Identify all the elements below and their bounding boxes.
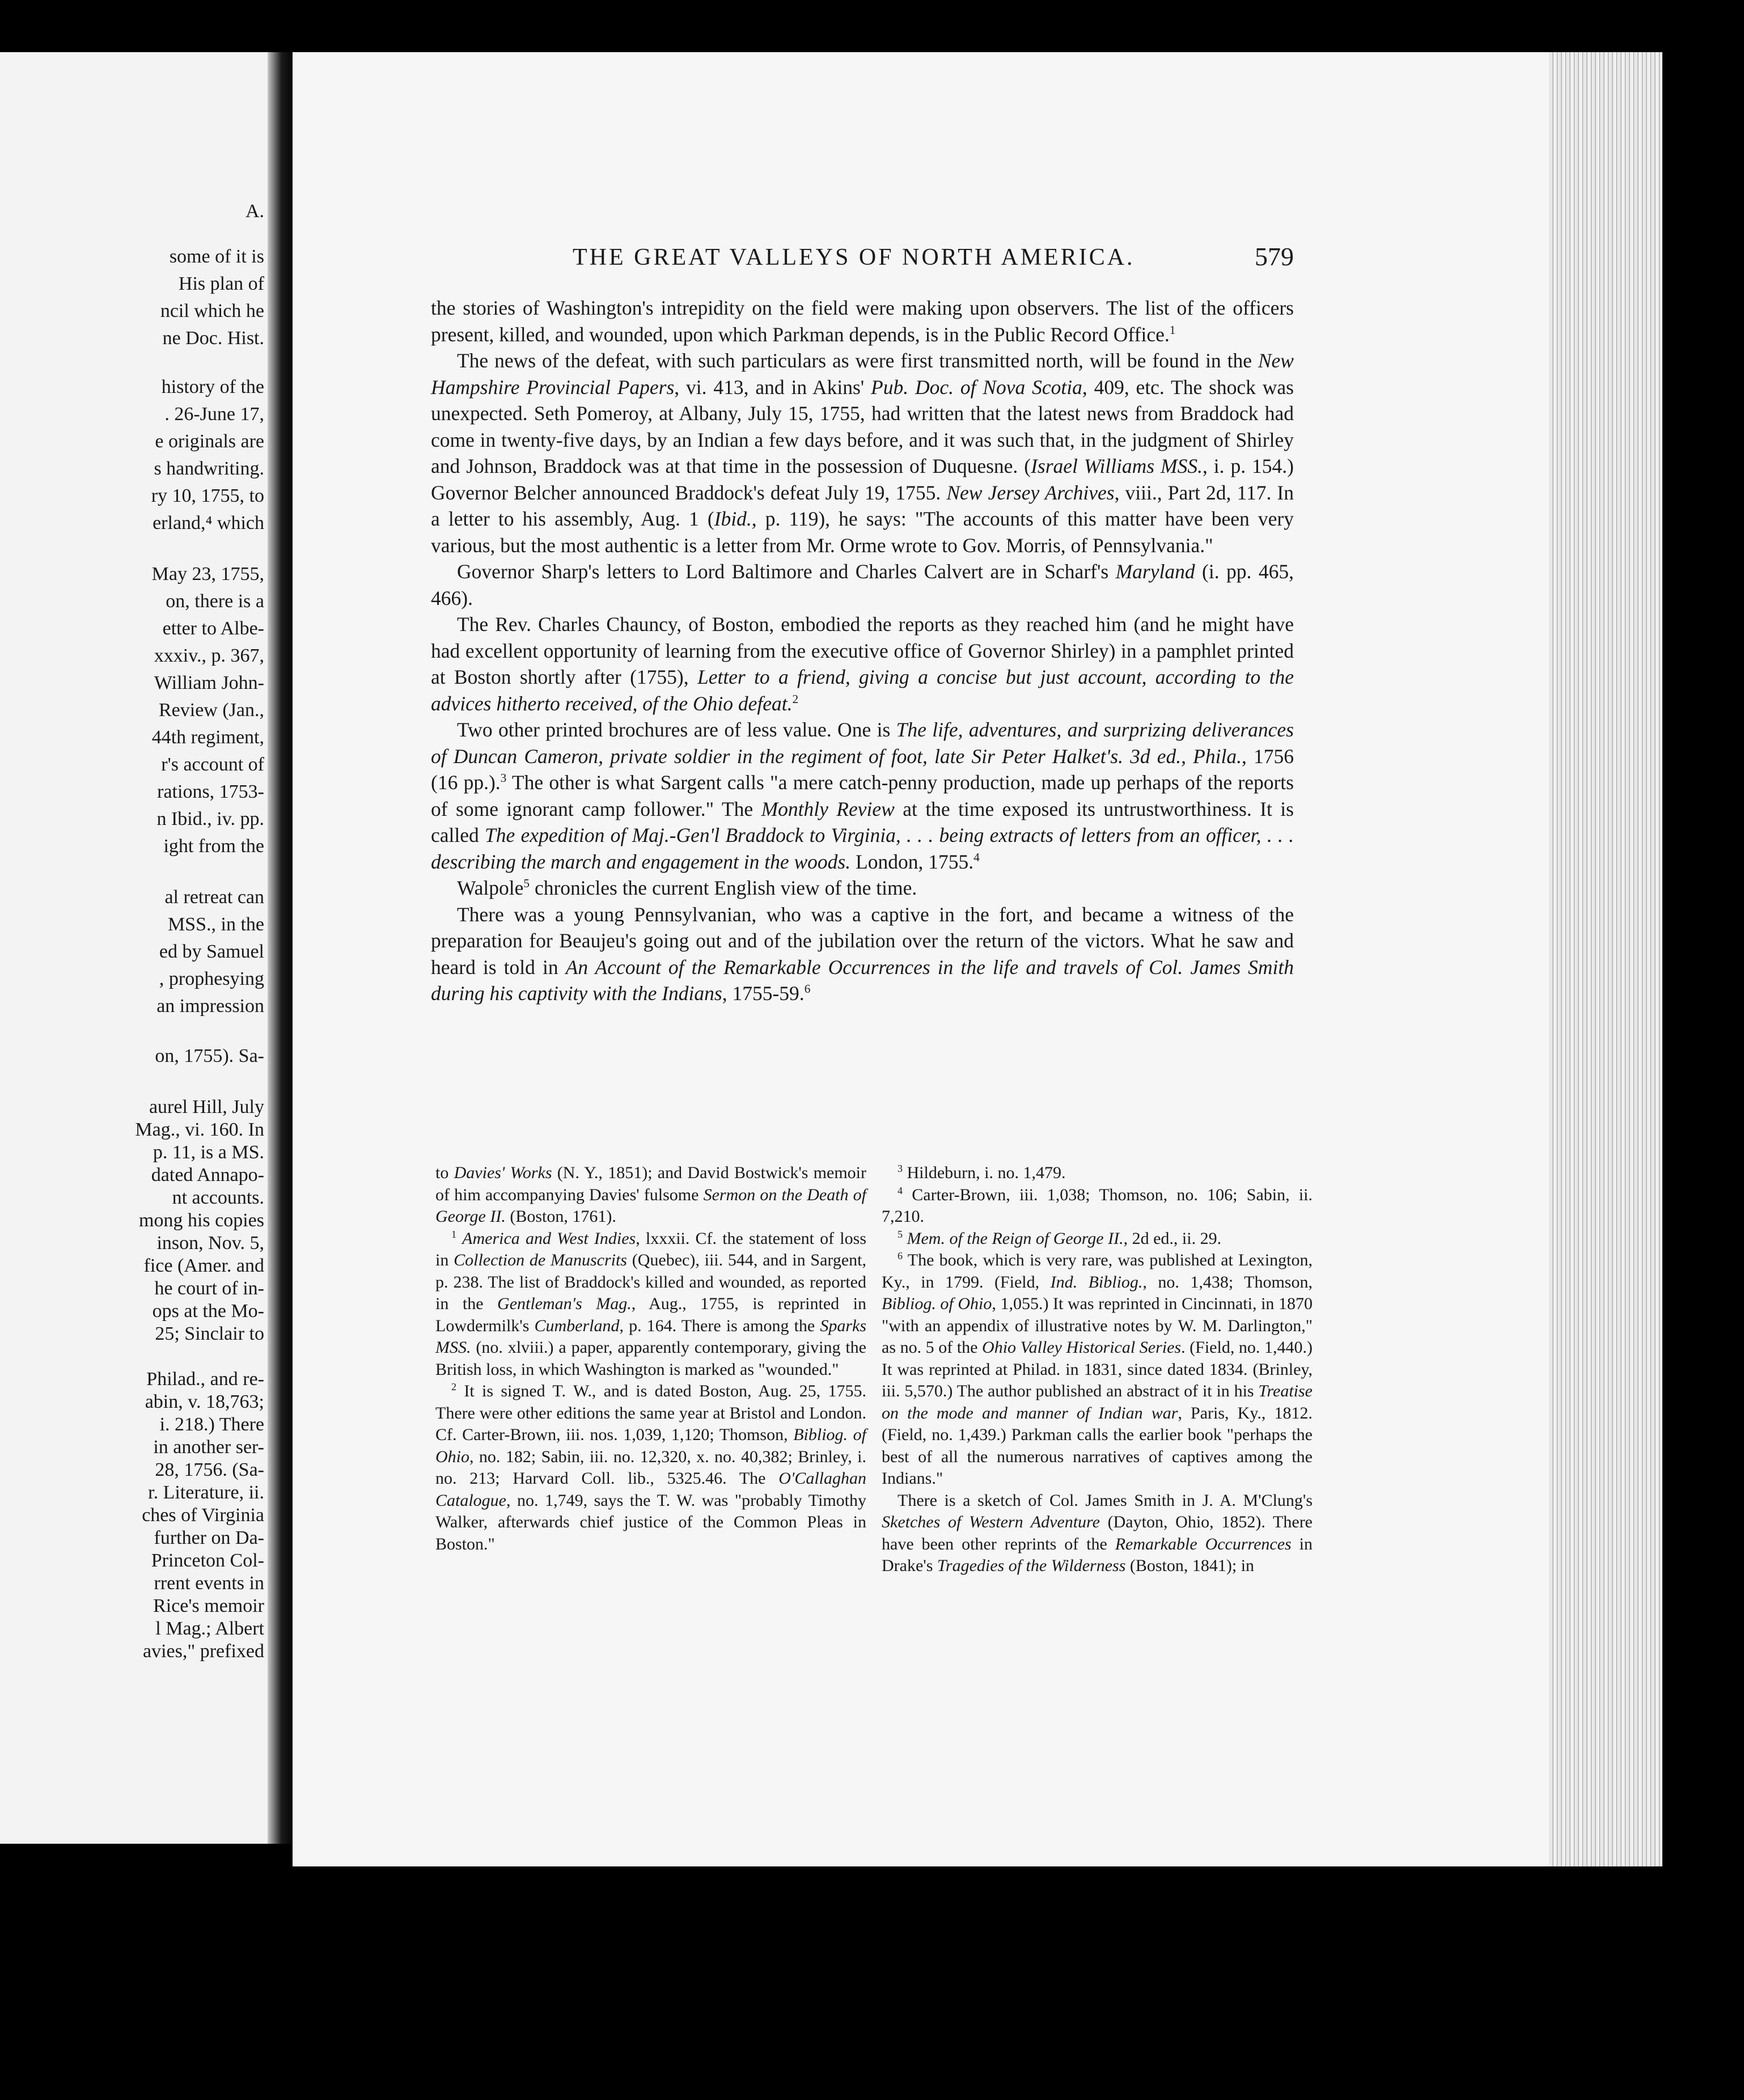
left-page-line: e originals are [155, 431, 264, 452]
left-page-line: avies," prefixed [142, 1641, 264, 1662]
left-facing-page [0, 52, 268, 1844]
paragraph-1: the stories of Washington's intrepidity on the field were making upon observers. The list of the officers present, killed, and wounded, upon which Parkman depends, is in the Public Record Office.$^1$ [431, 297, 1294, 346]
paragraph-7: There was a young Pennsylvanian, who was a captive in the fort, and became a witness of the preparation for Beaujeu's going out and of the jubilation over the return of the victors. What he saw and heard is told in An Account of the Remarkable Occurrences in the life and travels of Col. James Smith during his captivity with the Indians, 1755-59.$^6$ [431, 903, 1294, 1005]
page-number: 579 [1255, 242, 1294, 271]
left-page-line: Rice's memoir [153, 1595, 264, 1616]
footnote-3: $^3$ Hildeburn, i. no. 1,479. [898, 1163, 1066, 1182]
running-head: THE GREAT VALLEYS OF NORTH AMERICA. [573, 244, 1135, 270]
body-text [431, 295, 1294, 1007]
left-page-line: history of the [161, 376, 264, 397]
left-page-line: 44th regiment, [151, 727, 264, 748]
left-page-line: rations, 1753- [157, 781, 264, 802]
left-page-line: xxxiv., p. 367, [154, 645, 264, 666]
left-page-line: MSS., in the [167, 914, 264, 935]
left-page-line: etter to Albe- [162, 618, 264, 639]
left-page-line: ches of Virginia [142, 1505, 264, 1526]
footnotes-right-column [882, 1162, 1313, 1577]
left-page-line: ed by Samuel [159, 941, 264, 962]
footnote-6: $^6$ The book, which is very rare, was published at Lexington, Ky., in 1799. (Field, Ind. Bibliog., no. 1,438; Thomson, Bibliog. of Ohio, 1,055.) It was reprinted in Cincinnati, in 1870 "with an appendix of illustrative notes by W. M. Darlington," as no. 5 of the Ohio Valley Historical Series. (Field, no. 1,440.) It was reprinted at Philad. in 1831, since dated 1834. (Brinley, iii. 5,570.) The author published an abstract of it in his Treatise on the mode and manner of Indian war, Paris, Ky., 1812. (Field, no. 1,439.) Parkman calls the earlier book "perhaps the best of all the numerous narratives of captives among the Indians." [882, 1250, 1313, 1488]
left-page-line: , prophesying [159, 968, 264, 989]
left-page-line: n Ibid., iv. pp. [156, 808, 264, 829]
left-page-line: 25; Sinclair to [155, 1323, 264, 1344]
left-page-line: ry 10, 1755, to [151, 485, 264, 506]
footnote-1: $^1$ America and West Indies, lxxxii. Cf. the statement of loss in Collection de Manuscrits (Quebec), iii. 544, and in Sargent, p. 238. The list of Braddock's killed and wounded, as reported in the Gentleman's Mag., Aug., 1755, is reprinted in Lowdermilk's Cumberland, p. 164. There is among the Sparks MSS. (no. xlviii.) a paper, apparently contemporary, giving the British loss, in which Washington is marked as "wounded." [435, 1228, 866, 1379]
footnotes-left-column [435, 1162, 866, 1555]
left-page-line: ncil which he [160, 300, 264, 321]
left-page-line: r. Literature, ii. [148, 1482, 264, 1503]
left-page-line: ops at the Mo- [152, 1301, 264, 1322]
left-page-line: mong his copies [139, 1210, 264, 1231]
paragraph-4: The Rev. Charles Chauncy, of Boston, embodied the reports as they reached him (and he might have had excellent opportunity of learning from the executive office of Governor Shirley) in a pamphlet printed at Boston shortly after (1755), Letter to a friend, giving a concise but just account, according to the advices hitherto received, of the Ohio defeat.$^2$ [431, 613, 1294, 715]
left-page-line: Mag., vi. 160. In [135, 1119, 264, 1140]
left-page-line: some of it is [169, 246, 264, 267]
footnote-4: $^4$ Carter-Brown, iii. 1,038; Thomson, no. 106; Sabin, ii. 7,210. [882, 1184, 1313, 1226]
left-page-line: rrent events in [154, 1573, 264, 1594]
left-page-line: Princeton Col- [151, 1550, 264, 1571]
left-page-line: al retreat can [164, 887, 264, 908]
paragraph-2: The news of the defeat, with such particulars as were first transmitted north, will be found in the New Hampshire Provincial Papers, vi. 413, and in Akins' Pub. Doc. of Nova Scotia, 409, etc. The shock was unexpected. Seth Pomeroy, at Albany, July 15, 1755, had written that the latest news from Braddock had come in twenty-five days, by an Indian a few days before, and it was such that, in the judgment of Shirley and Johnson, Braddock was at that time in the possession of Duquesne. (Israel Williams MSS., i. p. 154.) Governor Belcher announced Braddock's defeat July 19, 1755. New Jersey Archives, viii., Part 2d, 117. In a letter to his assembly, Aug. 1 (Ibid., p. 119), he says: "The accounts of this matter have been very various, but the most authentic is a letter from Mr. Orme wrote to Gov. Morris, of Pennsylvania." [431, 349, 1294, 557]
left-page-line: he court of in- [154, 1278, 264, 1299]
footnote-6-continued: There is a sketch of Col. James Smith in J. A. M'Clung's Sketches of Western Adventure (Dayton, Ohio, 1852). There have been other reprints of the Remarkable Occurrences in Drake's Tragedies of the Wilderness (Boston, 1841); in [882, 1491, 1313, 1575]
left-page-line: May 23, 1755, [151, 564, 264, 585]
left-page-line: further on Da- [154, 1527, 264, 1548]
left-page-line: on, 1755). Sa- [155, 1045, 264, 1066]
left-page-line: 28, 1756. (Sa- [155, 1459, 264, 1480]
left-page-line: William John- [154, 672, 264, 693]
paragraph-3: Governor Sharp's letters to Lord Baltimore and Charles Calvert are in Scharf's Maryland (i. pp. 465, 466). [431, 560, 1294, 609]
left-page-line: i. 218.) There [159, 1414, 264, 1435]
left-page-line: Review (Jan., [158, 700, 264, 721]
left-page-line: r's account of [161, 754, 264, 775]
left-page-line: on, there is a [166, 591, 264, 612]
left-page-line: in another ser- [153, 1437, 264, 1458]
footnote-2: $^2$ It is signed T. W., and is dated Boston, Aug. 25, 1755. There were other editions the same year at Bristol and London. Cf. Carter-Brown, iii. nos. 1,039, 1,120; Thomson, Bibliog. of Ohio, no. 182; Sabin, iii. no. 12,320, x. no. 40,382; Brinley, i. no. 213; Harvard Coll. lib., 5325.46. The O'Callaghan Catalogue, no. 1,749, says the T. W. was "probably Timothy Walker, afterwards chief justice of the Common Pleas in Boston." [435, 1381, 866, 1553]
left-page-line: Philad., and re- [146, 1369, 264, 1390]
left-page-line: s handwriting. [154, 458, 264, 479]
left-page-line: l Mag.; Albert [155, 1618, 264, 1639]
left-page-line: ight from the [163, 836, 264, 857]
book-gutter [268, 52, 293, 1844]
left-page-line: aurel Hill, July [149, 1096, 264, 1117]
left-page-line: ne Doc. Hist. [162, 328, 264, 349]
left-page-line: fice (Amer. and [143, 1255, 264, 1276]
left-page-line: inson, Nov. 5, [156, 1233, 264, 1254]
left-page-line: erland,⁴ which [153, 513, 264, 534]
paragraph-6: Walpole$^5$ chronicles the current English view of the time. [457, 877, 917, 899]
left-page-line: abin, v. 18,763; [145, 1391, 264, 1412]
left-page-line: His plan of [178, 273, 264, 294]
left-page-line: . 26-June 17, [164, 404, 264, 425]
left-page-line: p. 11, is a MS. [153, 1142, 264, 1163]
footnote-continuation: to Davies' Works (N. Y., 1851); and David Bostwick's memoir of him accompanying Davies' fulsome Sermon on the Death of George II. (Boston, 1761). [435, 1163, 866, 1226]
left-page-line: dated Annapo- [151, 1165, 264, 1186]
footnote-5: $^5$ Mem. of the Reign of George II., 2d ed., ii. 29. [898, 1228, 1222, 1248]
left-page-line: nt accounts. [172, 1187, 264, 1208]
left-page-line: A. [245, 201, 264, 222]
page-edges [1549, 52, 1662, 1866]
left-page-line: an impression [156, 996, 264, 1017]
paragraph-5: Two other printed brochures are of less value. One is The life, adventures, and surprizing deliverances of Duncan Cameron, private soldier in the regiment of foot, late Sir Peter Halket's. 3d ed., Phila., 1756 (16 pp.).$^3$ The other is what Sargent calls "a mere catch-penny production, made up perhaps of the reports of some ignorant camp follower." The Monthly Review at the time exposed its untrustworthiness. It is called The expedition of Maj.-Gen'l Braddock to Virginia, . . . being extracts of letters from an officer, . . . describing the march and engagement in the woods. London, 1755.$^4$ [431, 718, 1294, 873]
